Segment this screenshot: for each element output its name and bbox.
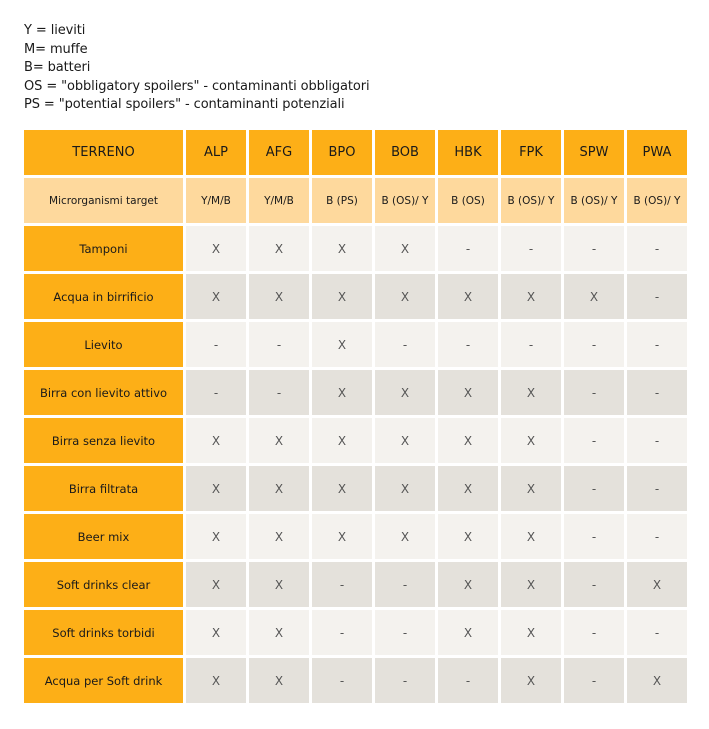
- media-table: [24, 130, 683, 703]
- table-cell: X: [627, 658, 687, 703]
- table-cell: X: [186, 610, 246, 655]
- target-cell: Y/M/B: [249, 178, 309, 223]
- legend-obligatory-spoilers: OS = "obbligatory spoilers" - contaminanti obbligatori: [24, 78, 370, 94]
- table-cell: X: [438, 418, 498, 463]
- table-cell: -: [564, 370, 624, 415]
- table-cell: X: [375, 514, 435, 559]
- table-cell: -: [564, 418, 624, 463]
- column-header: SPW: [564, 130, 624, 175]
- row-label: Soft drinks clear: [24, 562, 183, 607]
- legend: [24, 22, 369, 115]
- table-cell: -: [564, 658, 624, 703]
- table-cell: -: [564, 322, 624, 367]
- table-cell: -: [564, 562, 624, 607]
- target-cell: B (PS): [312, 178, 372, 223]
- table-cell: -: [375, 322, 435, 367]
- table-cell: X: [501, 466, 561, 511]
- row-label: Beer mix: [24, 514, 183, 559]
- table-cell: X: [375, 226, 435, 271]
- table-cell: X: [249, 610, 309, 655]
- table-cell: -: [438, 658, 498, 703]
- table-cell: -: [564, 466, 624, 511]
- target-cell: B (OS)/ Y: [501, 178, 561, 223]
- table-cell: -: [375, 610, 435, 655]
- row-label: Tamponi: [24, 226, 183, 271]
- legend-molds: M= muffe: [24, 41, 88, 57]
- legend-bacteria: B= batteri: [24, 60, 91, 75]
- table-cell: X: [312, 466, 372, 511]
- table-cell: X: [249, 562, 309, 607]
- table-cell: X: [249, 466, 309, 511]
- table-cell: X: [501, 562, 561, 607]
- table-cell: X: [312, 418, 372, 463]
- table-cell: -: [627, 418, 687, 463]
- table-cell: -: [249, 370, 309, 415]
- table-cell: X: [501, 274, 561, 319]
- table-cell: X: [501, 514, 561, 559]
- table-cell: -: [627, 226, 687, 271]
- table-cell: X: [186, 658, 246, 703]
- column-header: BOB: [375, 130, 435, 175]
- table-cell: X: [312, 370, 372, 415]
- table-cell: X: [438, 274, 498, 319]
- table-cell: -: [564, 226, 624, 271]
- target-row-label: Microrganismi target: [24, 178, 183, 223]
- table-cell: X: [501, 418, 561, 463]
- table-cell: X: [438, 466, 498, 511]
- target-cell: B (OS): [438, 178, 498, 223]
- table-cell: X: [249, 514, 309, 559]
- table-cell: X: [186, 514, 246, 559]
- table-cell: X: [312, 322, 372, 367]
- table-cell: -: [375, 658, 435, 703]
- column-header: HBK: [438, 130, 498, 175]
- table-cell: X: [312, 514, 372, 559]
- column-header: PWA: [627, 130, 687, 175]
- table-cell: X: [501, 370, 561, 415]
- table-cell: X: [249, 418, 309, 463]
- target-cell: Y/M/B: [186, 178, 246, 223]
- table-cell: -: [186, 370, 246, 415]
- table-cell: X: [186, 226, 246, 271]
- legend-potential-spoilers: PS = "potential spoilers" - contaminanti potenziali: [24, 97, 345, 112]
- table-cell: X: [186, 418, 246, 463]
- table-cell: X: [627, 562, 687, 607]
- row-label: Acqua per Soft drink: [24, 658, 183, 703]
- header-corner: TERRENO: [24, 130, 183, 175]
- table-cell: X: [438, 610, 498, 655]
- table-cell: X: [375, 274, 435, 319]
- column-header: FPK: [501, 130, 561, 175]
- row-label: Birra filtrata: [24, 466, 183, 511]
- table-cell: -: [627, 274, 687, 319]
- table-cell: X: [501, 610, 561, 655]
- table-cell: -: [627, 610, 687, 655]
- table-cell: -: [501, 322, 561, 367]
- table-cell: -: [186, 322, 246, 367]
- table-cell: -: [627, 466, 687, 511]
- table-cell: -: [627, 514, 687, 559]
- table-cell: -: [312, 562, 372, 607]
- table-cell: -: [627, 370, 687, 415]
- table-cell: X: [249, 274, 309, 319]
- table-cell: X: [438, 514, 498, 559]
- legend-yeast: Y = lieviti: [24, 23, 86, 38]
- table-cell: X: [438, 562, 498, 607]
- table-cell: -: [375, 562, 435, 607]
- table-cell: X: [564, 274, 624, 319]
- row-label: Birra con lievito attivo: [24, 370, 183, 415]
- table-cell: X: [375, 418, 435, 463]
- table-cell: -: [249, 322, 309, 367]
- table-cell: X: [375, 370, 435, 415]
- table-cell: X: [186, 562, 246, 607]
- table-cell: X: [186, 466, 246, 511]
- table-cell: X: [249, 658, 309, 703]
- table-cell: -: [312, 658, 372, 703]
- column-header: ALP: [186, 130, 246, 175]
- target-cell: B (OS)/ Y: [627, 178, 687, 223]
- target-cell: B (OS)/ Y: [375, 178, 435, 223]
- table-cell: -: [501, 226, 561, 271]
- table-cell: X: [249, 226, 309, 271]
- column-header: BPO: [312, 130, 372, 175]
- table-cell: -: [564, 514, 624, 559]
- table-cell: X: [375, 466, 435, 511]
- table-cell: -: [627, 322, 687, 367]
- target-cell: B (OS)/ Y: [564, 178, 624, 223]
- row-label: Acqua in birrificio: [24, 274, 183, 319]
- table-cell: X: [312, 226, 372, 271]
- table-cell: -: [438, 226, 498, 271]
- row-label: Soft drinks torbidi: [24, 610, 183, 655]
- table-cell: X: [186, 274, 246, 319]
- row-label: Lievito: [24, 322, 183, 367]
- table-cell: X: [438, 370, 498, 415]
- table-cell: -: [438, 322, 498, 367]
- table-cell: X: [312, 274, 372, 319]
- table-cell: -: [312, 610, 372, 655]
- row-label: Birra senza lievito: [24, 418, 183, 463]
- table-cell: X: [501, 658, 561, 703]
- table-cell: -: [564, 610, 624, 655]
- column-header: AFG: [249, 130, 309, 175]
